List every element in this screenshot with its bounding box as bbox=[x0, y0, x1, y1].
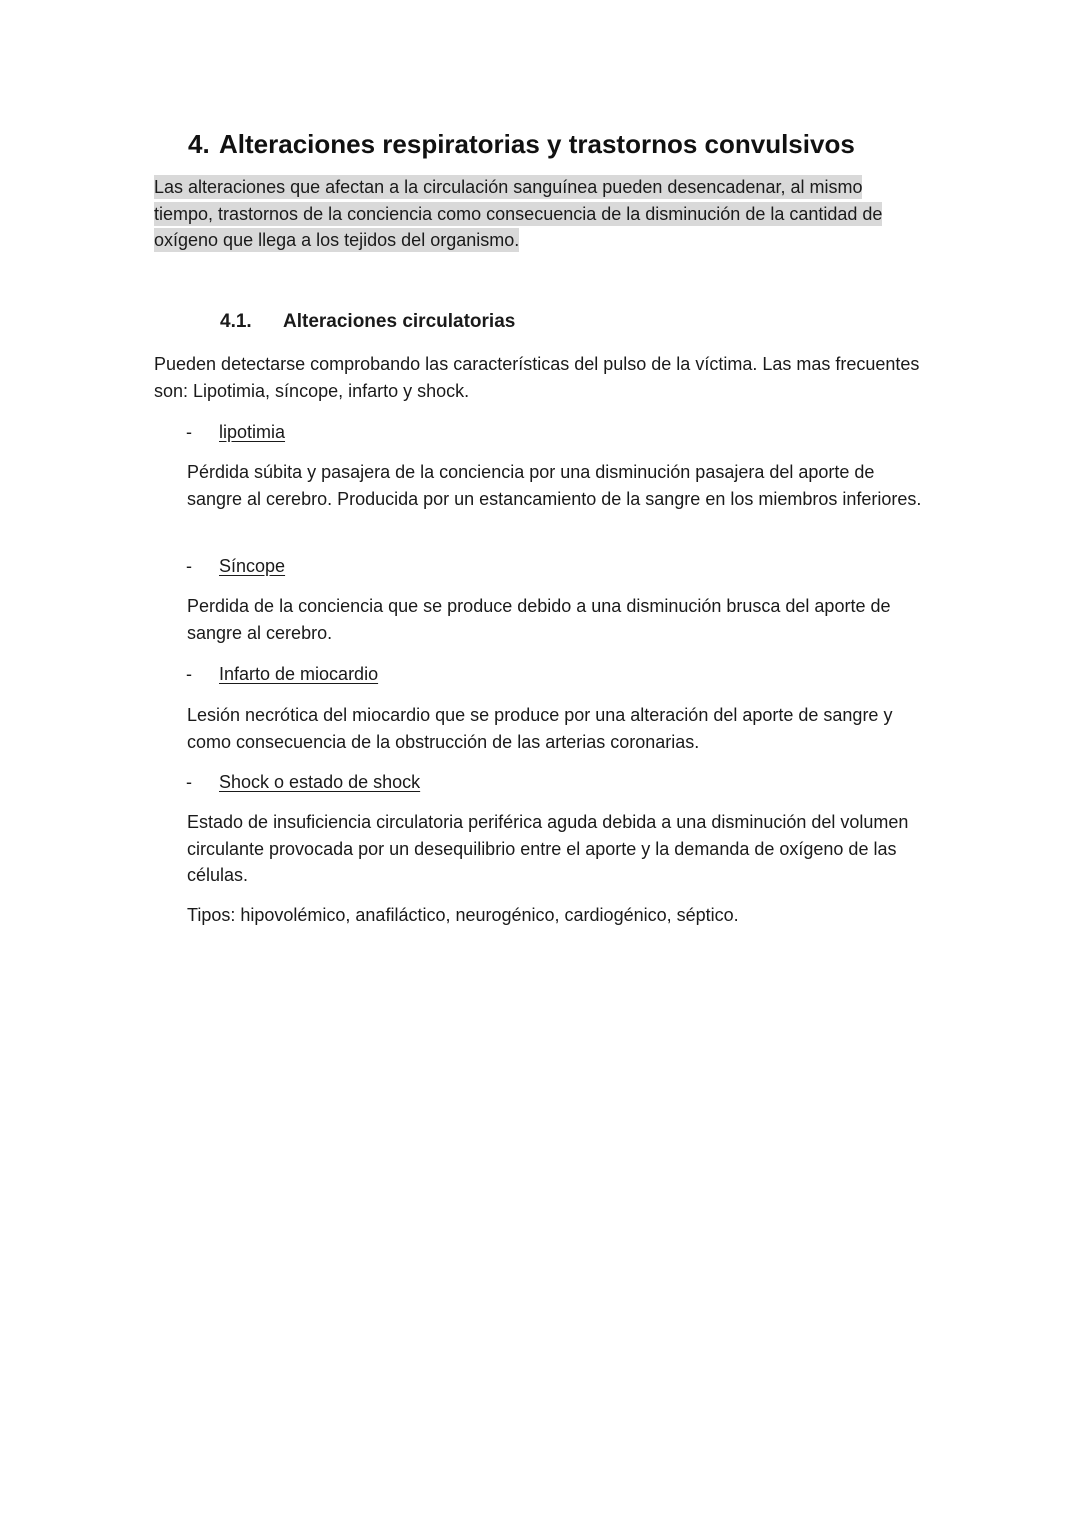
bullet-dash: - bbox=[186, 664, 192, 684]
shock-types: Tipos: hipovolémico, anafiláctico, neurogénico, cardiogénico, séptico. bbox=[187, 905, 739, 925]
definition-shock: Estado de insuficiencia circulatoria periférica aguda debida a una disminución del volumen circulante provocada por un desequilibrio entre el aporte y la demanda de oxígeno de las células. bbox=[187, 812, 909, 885]
intro-highlighted-text: Las alteraciones que afectan a la circulación sanguínea pueden desencadenar, al mismo tiempo, trastornos de la conciencia como consecuencia de la disminución de la cantidad de oxígeno que llega a los tejidos del organismo. bbox=[154, 177, 883, 250]
bullet-dash: - bbox=[186, 422, 192, 442]
list-item bbox=[186, 769, 420, 795]
intro-paragraph bbox=[154, 174, 914, 254]
heading-number: 4. bbox=[188, 129, 210, 159]
section-title: Alteraciones circulatorias bbox=[283, 311, 516, 332]
bullet-dash: - bbox=[186, 772, 192, 792]
term-lipotimia: lipotimia bbox=[219, 422, 286, 442]
list-item bbox=[186, 661, 378, 687]
section-heading bbox=[220, 308, 515, 336]
heading-title: Alteraciones respiratorias y trastornos convulsivos bbox=[219, 129, 855, 159]
definition-lipotimia: Pérdida súbita y pasajera de la conciencia por una disminución pasajera del aporte de sangre al cerebro. Producida por un estancamiento de la sangre en los miembros inferiores. bbox=[187, 462, 922, 509]
section-number: 4.1. bbox=[220, 311, 252, 332]
list-item bbox=[186, 553, 285, 579]
definition-sincope: Perdida de la conciencia que se produce debido a una disminución brusca del aporte de sangre al cerebro. bbox=[187, 596, 891, 643]
definition-infarto: Lesión necrótica del miocardio que se produce por una alteración del aporte de sangre y como consecuencia de la obstrucción de las arterias coronarias. bbox=[187, 705, 893, 752]
bullet-dash: - bbox=[186, 556, 192, 576]
term-shock: Shock o estado de shock bbox=[219, 772, 421, 792]
page-title bbox=[188, 126, 855, 162]
term-sincope: Síncope bbox=[219, 556, 286, 576]
term-infarto: Infarto de miocardio bbox=[219, 664, 379, 684]
section-lead-paragraph: Pueden detectarse comprobando las características del pulso de la víctima. Las mas frecuentes son: Lipotimia, síncope, infarto y shock. bbox=[154, 354, 920, 401]
list-item bbox=[186, 419, 285, 445]
